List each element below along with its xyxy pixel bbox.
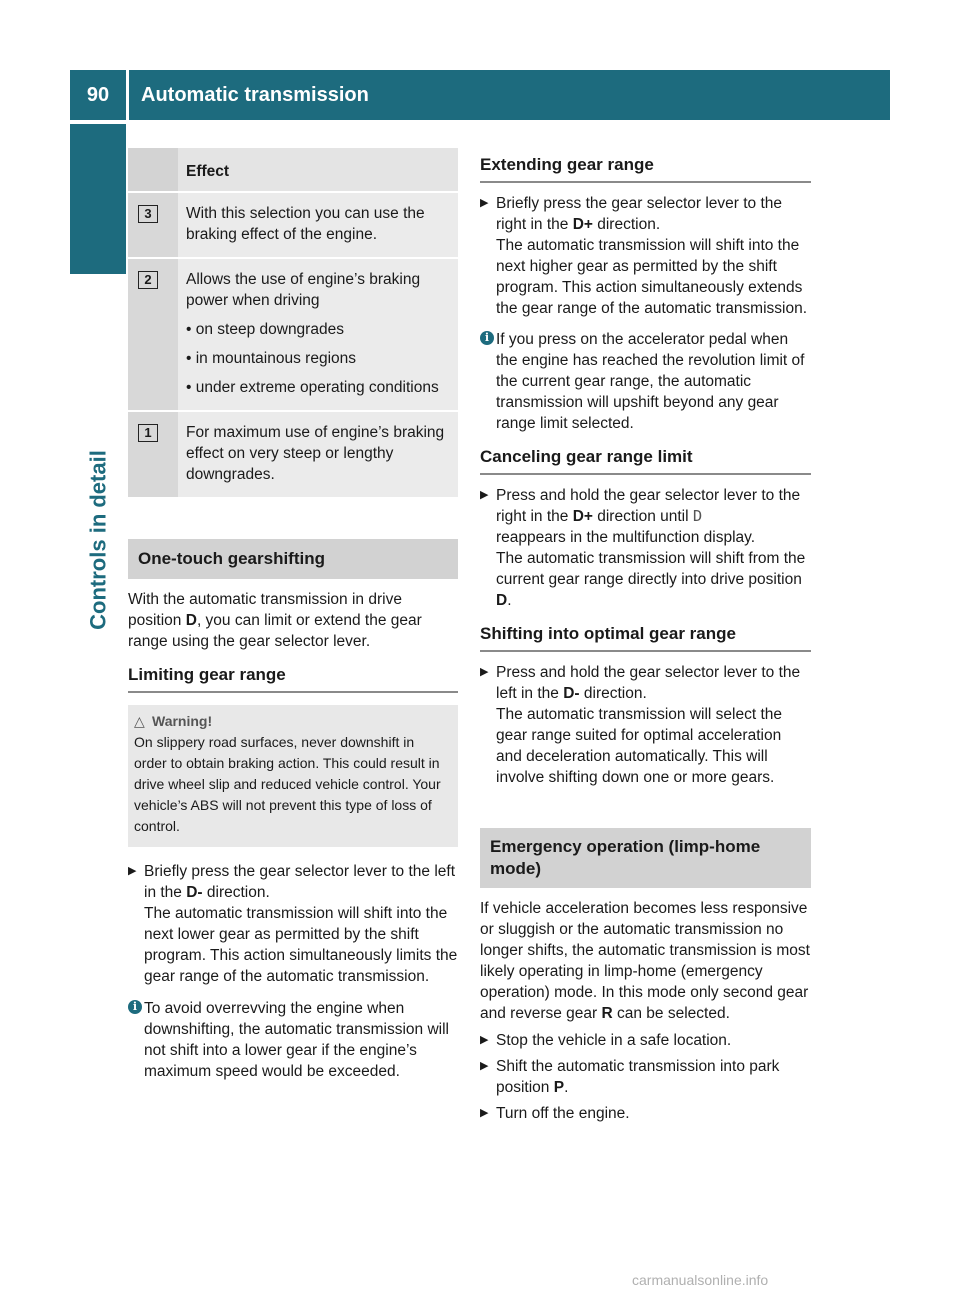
warning-title: Warning! [152, 713, 213, 729]
arrow-right-icon: ▶ [480, 197, 489, 209]
optimal-heading: Shifting into optimal gear range [480, 623, 811, 652]
row-text: Allows the use of engine’s braking power when driving [186, 271, 421, 309]
gear-3-key-icon: 3 [138, 205, 158, 223]
cancel-heading: Canceling gear range limit [480, 446, 811, 475]
left-column [128, 148, 458, 1082]
list-item: • in mountainous regions [186, 350, 357, 367]
section-banner: Emergency operation (limp-home mode) [480, 828, 811, 888]
gear-effect-table [128, 148, 458, 499]
table-row [128, 192, 458, 258]
right-column [480, 148, 811, 1124]
warning-triangle-icon: △ [134, 713, 145, 729]
limiting-heading: Limiting gear range [128, 664, 458, 693]
side-label-text: Controls in detail [85, 450, 111, 630]
info-icon: i [480, 331, 494, 345]
step-item: ▶ Press and hold the gear selector lever to the left in the D- direction. The automatic transmission will select the gear range suited for optimal acceleration and deceleration automatically. This will involve shifting down one or more gears. [480, 664, 801, 786]
bullet-icon: • [186, 321, 196, 338]
table-row [128, 411, 458, 498]
step-item: ▶ Briefly press the gear selector lever to the right in the D+ direction. The automatic transmission will shift into the next higher gear as permitted by the shift program. This action simultaneously extends the gear range of the automatic transmission. [480, 195, 808, 317]
table-header-row [128, 148, 458, 192]
step-item: ▶ Stop the vehicle in a safe location. [480, 1032, 732, 1049]
row-text: With this selection you can use the braking effect of the engine. [178, 192, 458, 258]
arrow-right-icon: ▶ [480, 1060, 489, 1072]
arrow-right-icon: ▶ [480, 1107, 489, 1119]
side-tab-block [70, 124, 126, 274]
warning-box [128, 705, 458, 847]
section-banner: One-touch gearshifting [128, 539, 458, 579]
arrow-right-icon: ▶ [128, 865, 137, 877]
info-note: i If you press on the accelerator pedal when the engine has reached the revolution limit of the current gear range, the automatic transmission will upshift beyond any gear range limit selected. [480, 329, 811, 434]
effect-column-header: Effect [178, 148, 458, 192]
step-item: ▶ Press and hold the gear selector lever to the right in the D+ direction until D reappears in the multifunction display. The automatic transmission will shift from the current gear range directly into drive position D. [480, 487, 806, 609]
list-item: • under extreme operating conditions [186, 379, 439, 396]
info-icon: i [128, 1000, 142, 1014]
gear-1-key-icon: 1 [138, 424, 158, 442]
drive-display-icon: D [692, 507, 703, 525]
bullet-icon: • [186, 379, 196, 396]
step-item: ▶ Shift the automatic transmission into park position P. [480, 1058, 780, 1096]
arrow-right-icon: ▶ [480, 489, 489, 501]
bullet-icon: • [186, 350, 196, 367]
warning-text: On slippery road surfaces, never downshift in order to obtain braking action. This could result in drive wheel slip and reduced vehicle control. Your vehicle’s ABS will not prevent this type of loss of control. [134, 734, 441, 834]
page-title: Automatic transmission [129, 70, 890, 120]
list-item: • on steep downgrades [186, 321, 344, 338]
step-item: ▶ Turn off the engine. [480, 1105, 630, 1122]
watermark: carmanualsonline.info [632, 1272, 769, 1288]
step-item: ▶ Briefly press the gear selector lever to the left in the D- direction. The automatic transmission will shift into the next lower gear as permitted by the shift program. This action simultaneously limits the gear range of the automatic transmission. [128, 863, 458, 985]
page-number: 90 [70, 70, 126, 120]
table-row [128, 258, 458, 411]
arrow-right-icon: ▶ [480, 666, 489, 678]
arrow-right-icon: ▶ [480, 1034, 489, 1046]
info-note: i To avoid overrevving the engine when downshifting, the automatic transmission will not shift into a lower gear if the engine’s maximum speed would be exceeded. [128, 998, 458, 1082]
emergency-paragraph: If vehicle acceleration becomes less responsive or sluggish or the automatic transmission no longer shifts, the automatic transmission is most likely operating in limp-home (emergency operation) mode. In this mode only second gear and reverse gear R can be selected. [480, 900, 810, 1022]
row-text: For maximum use of engine’s braking effect on very steep or lengthy downgrades. [178, 411, 458, 498]
gear-2-key-icon: 2 [138, 271, 158, 289]
bullet-list [186, 319, 450, 398]
extending-heading: Extending gear range [480, 154, 811, 183]
intro-paragraph: With the automatic transmission in drive position D, you can limit or extend the gear range using the gear selector lever. [128, 591, 422, 650]
